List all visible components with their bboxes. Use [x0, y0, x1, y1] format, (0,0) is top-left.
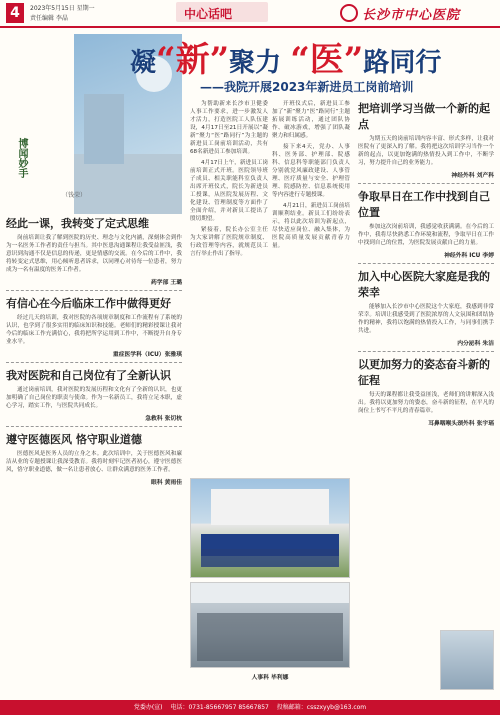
- classroom-photo: [190, 582, 350, 668]
- divider: [6, 426, 182, 427]
- article-title: 以更加努力的姿态奋斗新的征程: [358, 358, 490, 387]
- article-title: 争取早日在工作中找到自己位置: [358, 190, 490, 219]
- team-photo: [440, 630, 494, 690]
- calligraphy-text: 博闻妙手: [16, 138, 27, 178]
- article-title: 遵守医德医风 恪守职业道德: [6, 433, 142, 446]
- headline-mid: 聚力: [229, 48, 291, 78]
- intro-paragraph: 4月21日，新进员工岗前培训顺利结业。新员工们纷纷表示，将以此次培训为新起点，尽快适应岗位、融入集体，为医院高质量发展贡献青春力量。: [272, 203, 350, 249]
- article-author: 眼科 黄雨佳: [150, 480, 182, 486]
- article-title: 我对医院和自己岗位有了全新认识: [6, 369, 171, 382]
- article-body: 能够加入长沙市中心医院这个大家庭，我感到非常荣幸。培训让我感受到了医院浓厚的人文氛围和团结协作的精神，我将以饱满的热情投入工作，与同事们携手共进。: [358, 304, 494, 334]
- intro-paragraph: 开班仪式后，新进员工参加了“新”聚力“医”路同行”主题拓展训练活动，通过团队协作、破冰游戏，增强了团队凝聚力和归属感。: [272, 101, 350, 139]
- article-author: 药学部 王璐: [150, 280, 182, 286]
- hospital-logo-icon: [340, 4, 358, 22]
- divider: [358, 183, 494, 184]
- calligraphy-panel: [12, 36, 72, 206]
- section-title: 中心话吧: [184, 7, 233, 21]
- newspaper-title: 长沙市中心医院: [362, 8, 461, 23]
- issue-date: 2023年5月15日 星期一: [30, 5, 95, 12]
- article-body: 经过几天的培训，我对医院的各项规章制度和工作流程有了系统的认识，也学到了很多实用的临床知识和技能。老师们的精彩授课让我对今后的临床工作充满信心，我将把所学运用到工作中，不断提升自身专业水平。: [6, 315, 182, 345]
- classroom-photo-graphic: [191, 583, 349, 667]
- footer-phone: 电话：0731-85667957 85667857: [170, 704, 269, 711]
- article-body: 每天的课程都让我受益匪浅，老师们的讲解深入浅出。我将以更加努力的姿态，奋斗新的征程，在平凡的岗位上书写不平凡的青春篇章。: [358, 392, 494, 414]
- intro-paragraph: 为帮助新来长沙市卫健委人事工作要求，进一步激发人才活力，打造医院工人队伍建设，4月17日至21日开展以“凝新”聚力“医”路同行”为主题的新进员工岗前培训活动，共有68名新进员工参加培训。: [190, 101, 268, 155]
- divider: [6, 362, 182, 363]
- headline-medical: “医”: [290, 40, 364, 80]
- article-author: 耳鼻咽喉头颈外科 张宇瑶: [428, 421, 494, 427]
- intro-author: 人事科 毕利娜: [251, 675, 289, 681]
- headline: [130, 32, 441, 81]
- intro-article-col1: [190, 100, 268, 261]
- divider: [6, 290, 182, 291]
- article-author: 急救科 张切杭: [145, 416, 182, 422]
- article-author: 神经外科 ICU 李婷: [444, 253, 494, 259]
- headline-new: “新”: [156, 40, 230, 80]
- article-author: 内分泌科 朱洁: [457, 341, 494, 347]
- article-body: 医德医风是医务人员的立身之本。此次培训中，关于医德医风和廉洁从业的专题授课让我深受教育。我将时刻牢记医者初心，遵守医德医风，恪守职业道德，做一名让患者放心、让群众满意的医务工作者。: [6, 451, 182, 473]
- left-column: [6, 215, 182, 486]
- article-title: 有信心在今后临床工作中做得更好: [6, 297, 171, 310]
- headline-post: 路同行: [363, 48, 442, 78]
- headline-pre: 凝: [130, 48, 157, 78]
- group-photo-graphic: [191, 479, 349, 577]
- article-author: 神经外科 刘产科: [451, 173, 494, 179]
- intro-article-col2: [272, 100, 350, 253]
- headline-subtitle: ——我院开展2023年新进员工岗前培训: [200, 80, 414, 94]
- footer-department: 党委办(宣): [133, 704, 163, 711]
- divider: [358, 351, 494, 352]
- article-body: 为期五天的岗前培训内容丰富、形式多样，让我对医院有了更深入的了解。我将把这次培训学习当作一个新的起点，以更加饱满的热情投入到工作中，不断学习，努力提升自己的业务能力。: [358, 136, 494, 166]
- article-author: 重症医学科（ICU）张雅琪: [112, 352, 182, 358]
- article-body: 岗前培训让我了解到医院的历史、理念与文化内涵，深刻体会到作为一名医务工作者的责任与担当。其中医患沟通课程让我受益匪浅，我意识到沟通不仅是信息的传递，更是情感的交流。在今后的工作中，我将转变定式思维，用心倾听患者诉求，以同理心对待每一位患者，努力成为一名有温度的医务工作者。: [6, 235, 182, 273]
- article-body: 参加这次岗前培训，我感觉收获满满。在今后的工作中，我将尽快熟悉工作环境和流程，争取早日在工作中找到自己的位置，为医院发展贡献自己的力量。: [358, 224, 494, 246]
- divider: [358, 263, 494, 264]
- intro-paragraph: 紧接着，院长办公室主任为大家讲解了医院规章制度、行政管理等内容，就规范员工言行举止作出了指导。: [190, 227, 268, 257]
- right-column: [358, 100, 494, 427]
- article-body: 通过岗前培训，我对医院的发展历程和文化有了全新的认识，也更加明确了自己岗位的职责与使命。作为一名新员工，我将立足本职，虚心学习，踏实工作，与医院共同成长。: [6, 387, 182, 409]
- footer-email: 投稿邮箱：csszxyyb@163.com: [276, 704, 367, 711]
- page-footer: [0, 700, 500, 715]
- calligraphy-caption: （钱荣）: [62, 192, 87, 199]
- group-photo: [190, 478, 350, 578]
- article-title: 加入中心医院大家庭是我的荣幸: [358, 270, 490, 299]
- intro-paragraph: 4月17日上午，新进员工岗前培训正式开班。医院领导班子成员、相关职能科室负责人出席开班仪式，院长为新进员工授课，从医院发展历程、文化建设、管理制度等方面作了全面介绍，并对新员工提出了殷切期望。: [190, 160, 268, 222]
- article-title: 经此一课，我转变了定式思维: [6, 217, 149, 230]
- article-title: 把培训学习当做一个新的起点: [358, 102, 490, 131]
- page-number: 4: [6, 3, 24, 23]
- intro-paragraph: 接下来4天，党办、人事科、医务部、护理部、院感科、信息科等职能部门负责人分别就党风廉政建设、人事管理、医疗质量与安全、护理管理、院感防控、信息系统使用等内容进行专题授课。: [272, 144, 350, 198]
- editor-credit: 责任编辑 李晶: [30, 15, 68, 22]
